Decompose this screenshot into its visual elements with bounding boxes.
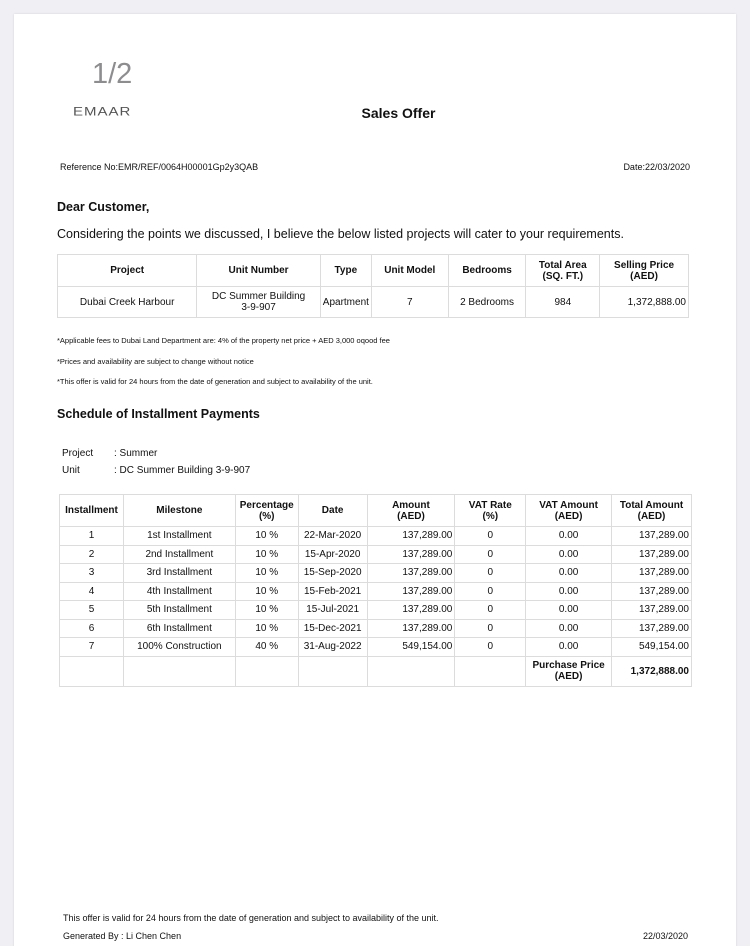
table-row [60, 582, 692, 601]
cell-total-amount: 137,289.00 [612, 601, 692, 620]
cell-date: 22-Mar-2020 [298, 527, 367, 546]
cell-installment: 6 [60, 619, 124, 638]
note-fees: *Applicable fees to Dubai Land Department are: 4% of the property net price + AED 3,000 oqood fee [57, 336, 390, 345]
cell-milestone: 5th Installment [123, 601, 235, 620]
cell-installment: 7 [60, 638, 124, 657]
col-installment: Installment [60, 495, 124, 527]
cell-amount: 137,289.00 [367, 564, 455, 583]
schedule-title: Schedule of Installment Payments [57, 407, 260, 421]
col-vat-amount: VAT Amount (AED) [526, 495, 612, 527]
cell-vat-rate: 0 [455, 619, 526, 638]
cell-date: 15-Apr-2020 [298, 545, 367, 564]
cell-total-amount: 549,154.00 [612, 638, 692, 657]
cell-date: 15-Feb-2021 [298, 582, 367, 601]
table-row [60, 638, 692, 657]
col-unit-number: Unit Number [197, 255, 320, 287]
document-title: Sales Offer [361, 105, 436, 121]
cell-vat-amount: 0.00 [526, 619, 612, 638]
col-total-area: Total Area (SQ. FT.) [526, 255, 600, 287]
col-selling-price: Selling Price (AED) [600, 255, 689, 287]
cell-installment: 4 [60, 582, 124, 601]
project-value: : Summer [114, 448, 158, 459]
cell-total-amount: 137,289.00 [612, 545, 692, 564]
cell-vat-rate: 0 [455, 564, 526, 583]
col-milestone: Milestone [123, 495, 235, 527]
cell-total-amount: 137,289.00 [612, 564, 692, 583]
col-bedrooms: Bedrooms [448, 255, 526, 287]
cell-date: 15-Sep-2020 [298, 564, 367, 583]
intro-paragraph: Considering the points we discussed, I believe the below listed projects will cater to your requirements. [57, 227, 624, 241]
col-project: Project [58, 255, 197, 287]
reference-number: Reference No:EMR/REF/0064H00001Gp2y3QAB [60, 162, 259, 172]
cell-installment: 5 [60, 601, 124, 620]
document-date: Date:22/03/2020 [623, 162, 690, 172]
cell-percentage: 10 % [235, 619, 298, 638]
col-percentage: Percentage (%) [235, 495, 298, 527]
cell-installment: 2 [60, 545, 124, 564]
purchase-price-value: 1,372,888.00 [612, 656, 692, 686]
cell-amount: 137,289.00 [367, 527, 455, 546]
cell-selling-price: 1,372,888.00 [600, 287, 689, 318]
offer-table-header [58, 255, 689, 287]
cell-milestone: 2nd Installment [123, 545, 235, 564]
cell-milestone: 1st Installment [123, 527, 235, 546]
cell-total-amount: 137,289.00 [612, 619, 692, 638]
cell-bedrooms: 2 Bedrooms [448, 287, 526, 318]
footer-generated-by: Generated By : Li Chen Chen [63, 931, 182, 941]
col-type: Type [320, 255, 371, 287]
table-row [60, 545, 692, 564]
col-date: Date [298, 495, 367, 527]
greeting: Dear Customer, [57, 200, 150, 214]
purchase-price-label: Purchase Price (AED) [526, 656, 612, 686]
company-logo: EMAAR [73, 105, 132, 119]
cell-project: Dubai Creek Harbour [58, 287, 197, 318]
cell-installment: 3 [60, 564, 124, 583]
table-row [58, 287, 689, 318]
cell-amount: 549,154.00 [367, 638, 455, 657]
unit-label: Unit [62, 465, 80, 476]
note-validity: *This offer is valid for 24 hours from the date of generation and subject to availability of the unit. [57, 377, 373, 386]
cell-percentage: 10 % [235, 564, 298, 583]
project-label: Project [62, 448, 94, 459]
cell-date: 15-Jul-2021 [298, 601, 367, 620]
cell-vat-amount: 0.00 [526, 601, 612, 620]
cell-total-amount: 137,289.00 [612, 582, 692, 601]
notes [57, 331, 390, 393]
cell-installment: 1 [60, 527, 124, 546]
unit-value: : DC Summer Building 3-9-907 [114, 465, 251, 476]
schedule-meta [62, 445, 250, 479]
cell-vat-rate: 0 [455, 527, 526, 546]
cell-percentage: 10 % [235, 582, 298, 601]
note-prices: *Prices and availability are subject to change without notice [57, 356, 254, 366]
cell-amount: 137,289.00 [367, 545, 455, 564]
footer-validity: This offer is valid for 24 hours from the date of generation and subject to availability of the unit. [63, 913, 439, 923]
purchase-price-row [60, 656, 692, 686]
cell-type: Apartment [320, 287, 371, 318]
table-row [60, 619, 692, 638]
table-row [60, 527, 692, 546]
cell-vat-rate: 0 [455, 545, 526, 564]
cell-percentage: 10 % [235, 545, 298, 564]
cell-unit-number: DC Summer Building 3-9-907 [197, 287, 320, 318]
cell-milestone: 6th Installment [123, 619, 235, 638]
cell-vat-amount: 0.00 [526, 545, 612, 564]
cell-vat-amount: 0.00 [526, 638, 612, 657]
cell-vat-rate: 0 [455, 582, 526, 601]
page-indicator: 1/2 [92, 58, 133, 90]
col-unit-model: Unit Model [371, 255, 448, 287]
cell-amount: 137,289.00 [367, 619, 455, 638]
installment-table-header [60, 495, 692, 527]
cell-unit-model: 7 [371, 287, 448, 318]
col-amount: Amount (AED) [367, 495, 455, 527]
cell-milestone: 100% Construction [123, 638, 235, 657]
cell-total-amount: 137,289.00 [612, 527, 692, 546]
cell-amount: 137,289.00 [367, 601, 455, 620]
col-total-amount: Total Amount (AED) [612, 495, 692, 527]
table-row [60, 564, 692, 583]
cell-milestone: 4th Installment [123, 582, 235, 601]
document-page [14, 14, 736, 946]
cell-vat-rate: 0 [455, 601, 526, 620]
cell-vat-amount: 0.00 [526, 527, 612, 546]
col-vat-rate: VAT Rate (%) [455, 495, 526, 527]
cell-total-area: 984 [526, 287, 600, 318]
cell-vat-amount: 0.00 [526, 582, 612, 601]
table-row [60, 601, 692, 620]
cell-vat-rate: 0 [455, 638, 526, 657]
offer-table [57, 254, 689, 318]
footer-date: 22/03/2020 [642, 931, 688, 941]
cell-vat-amount: 0.00 [526, 564, 612, 583]
cell-milestone: 3rd Installment [123, 564, 235, 583]
cell-percentage: 40 % [235, 638, 298, 657]
cell-percentage: 10 % [235, 527, 298, 546]
installment-table [59, 494, 692, 687]
cell-date: 15-Dec-2021 [298, 619, 367, 638]
cell-date: 31-Aug-2022 [298, 638, 367, 657]
cell-percentage: 10 % [235, 601, 298, 620]
cell-amount: 137,289.00 [367, 582, 455, 601]
